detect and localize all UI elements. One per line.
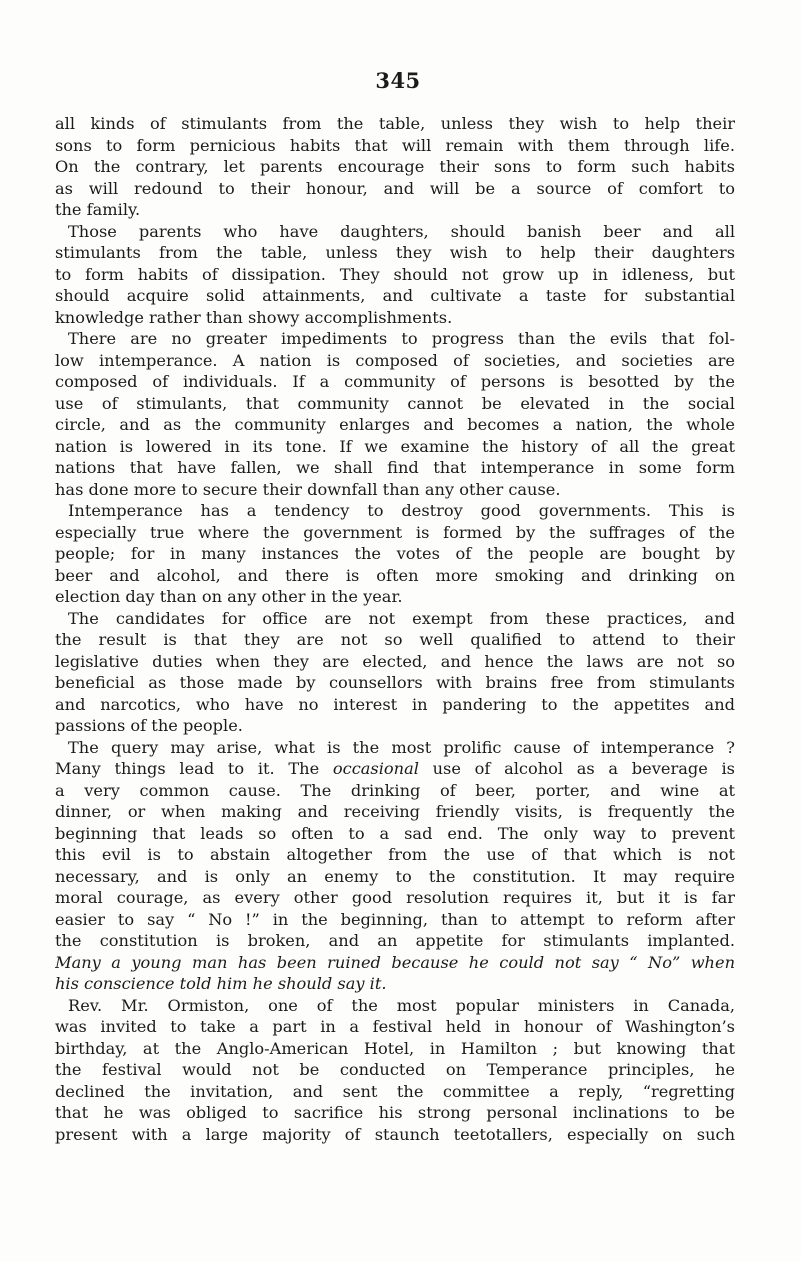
- text-line: beginning that leads so often to a sad end. The only way to prevent: [55, 823, 735, 843]
- text-line: Many things lead to it. The occasional use of alcohol as a beverage is: [55, 759, 735, 778]
- text-line: legislative duties when they are elected, and hence the laws are not so: [55, 651, 735, 671]
- text-line: Intemperance has a tendency to destroy good governments. This is: [68, 501, 735, 520]
- text-line: declined the invitation, and sent the committee a reply, “regretting: [55, 1081, 735, 1101]
- text-line: The query may arise, what is the most prolific cause of intemperance ?: [68, 737, 735, 757]
- text-line: nation is lowered in its tone. If we examine the history of all the great: [55, 436, 735, 456]
- text-line: has done more to secure their downfall than any other cause.: [55, 479, 561, 499]
- text-line: was invited to take a part in a festival held in honour of Washington’s: [55, 1017, 735, 1036]
- text-line: Rev. Mr. Ormiston, one of the most popular ministers in Canada,: [68, 995, 735, 1015]
- text-line: the family.: [55, 200, 141, 219]
- text-line: easier to say “ No !” in the beginning, than to attempt to reform after: [55, 909, 735, 929]
- text-line: passions of the people.: [55, 716, 243, 735]
- text-line: Those parents who have daughters, should banish beer and all: [68, 221, 735, 241]
- text-line: beneficial as those made by counsellors with brains free from stimulants: [55, 673, 735, 692]
- text-line: especially true where the government is formed by the suffrages of the: [55, 522, 735, 542]
- text-line: birthday, at the Anglo-American Hotel, in Hamilton ; but knowing that: [55, 1038, 735, 1058]
- text-line: as will redound to their honour, and will be a source of comfort to: [55, 178, 735, 198]
- text-line: There are no greater impediments to progress than the evils that fol-: [68, 329, 735, 348]
- text-line: present with a large majority of staunch teetotallers, especially on such: [55, 1124, 735, 1144]
- text-line: election day than on any other in the year.: [55, 587, 403, 606]
- text-line: and narcotics, who have no interest in pandering to the appetites and: [55, 694, 735, 714]
- text-line: The candidates for office are not exempt from these practices, and: [68, 608, 735, 628]
- text-line: people; for in many instances the votes of the people are bought by: [55, 544, 735, 563]
- text-line: to form habits of dissipation. They should not grow up in idleness, but: [55, 264, 735, 284]
- text-line: beer and alcohol, and there is often more smoking and drinking on: [55, 565, 735, 585]
- text-line: composed of individuals. If a community of persons is besotted by the: [55, 372, 735, 391]
- text-line: moral courage, as every other good resolution requires it, but it is far: [55, 888, 735, 907]
- text-line: this evil is to abstain altogether from the use of that which is not: [55, 845, 735, 864]
- text-line: On the contrary, let parents encourage their sons to form such habits: [55, 157, 735, 176]
- text-line: dinner, or when making and receiving friendly visits, is frequently the: [55, 802, 735, 821]
- text-line: circle, and as the community enlarges and becomes a nation, the whole: [55, 415, 735, 434]
- text-line: should acquire solid attainments, and cultivate a taste for substantial: [55, 286, 735, 305]
- body-text: [55, 113, 735, 1145]
- text-line: the result is that they are not so well qualified to attend to their: [55, 630, 735, 649]
- text-line: use of stimulants, that community cannot be elevated in the social: [55, 393, 735, 413]
- text-line: knowledge rather than showy accomplishments.: [55, 307, 453, 327]
- page-number: 345: [375, 68, 421, 93]
- text-line: sons to form pernicious habits that will remain with them through life.: [55, 135, 735, 155]
- text-line: a very common cause. The drinking of beer, porter, and wine at: [55, 780, 735, 800]
- text-line: the festival would not be conducted on Temperance principles, he: [55, 1060, 735, 1079]
- text-line: nations that have fallen, we shall find that intemperance in some form: [55, 458, 735, 477]
- italic-word: occasional: [332, 759, 419, 778]
- text-line: necessary, and is only an enemy to the constitution. It may require: [55, 866, 735, 886]
- text-line: stimulants from the table, unless they wish to help their daughters: [55, 243, 735, 262]
- text-line: his conscience told him he should say it.: [55, 974, 387, 993]
- text-line: all kinds of stimulants from the table, unless they wish to help their: [55, 114, 735, 133]
- text-line: the constitution is broken, and an appetite for stimulants implanted.: [55, 931, 735, 950]
- text-line: low intemperance. A nation is composed of societies, and societies are: [55, 350, 735, 370]
- text-line: Many a young man has been ruined because he could not say “ No” when: [55, 952, 735, 972]
- text-line: that he was obliged to sacrifice his strong personal inclinations to be: [55, 1103, 735, 1122]
